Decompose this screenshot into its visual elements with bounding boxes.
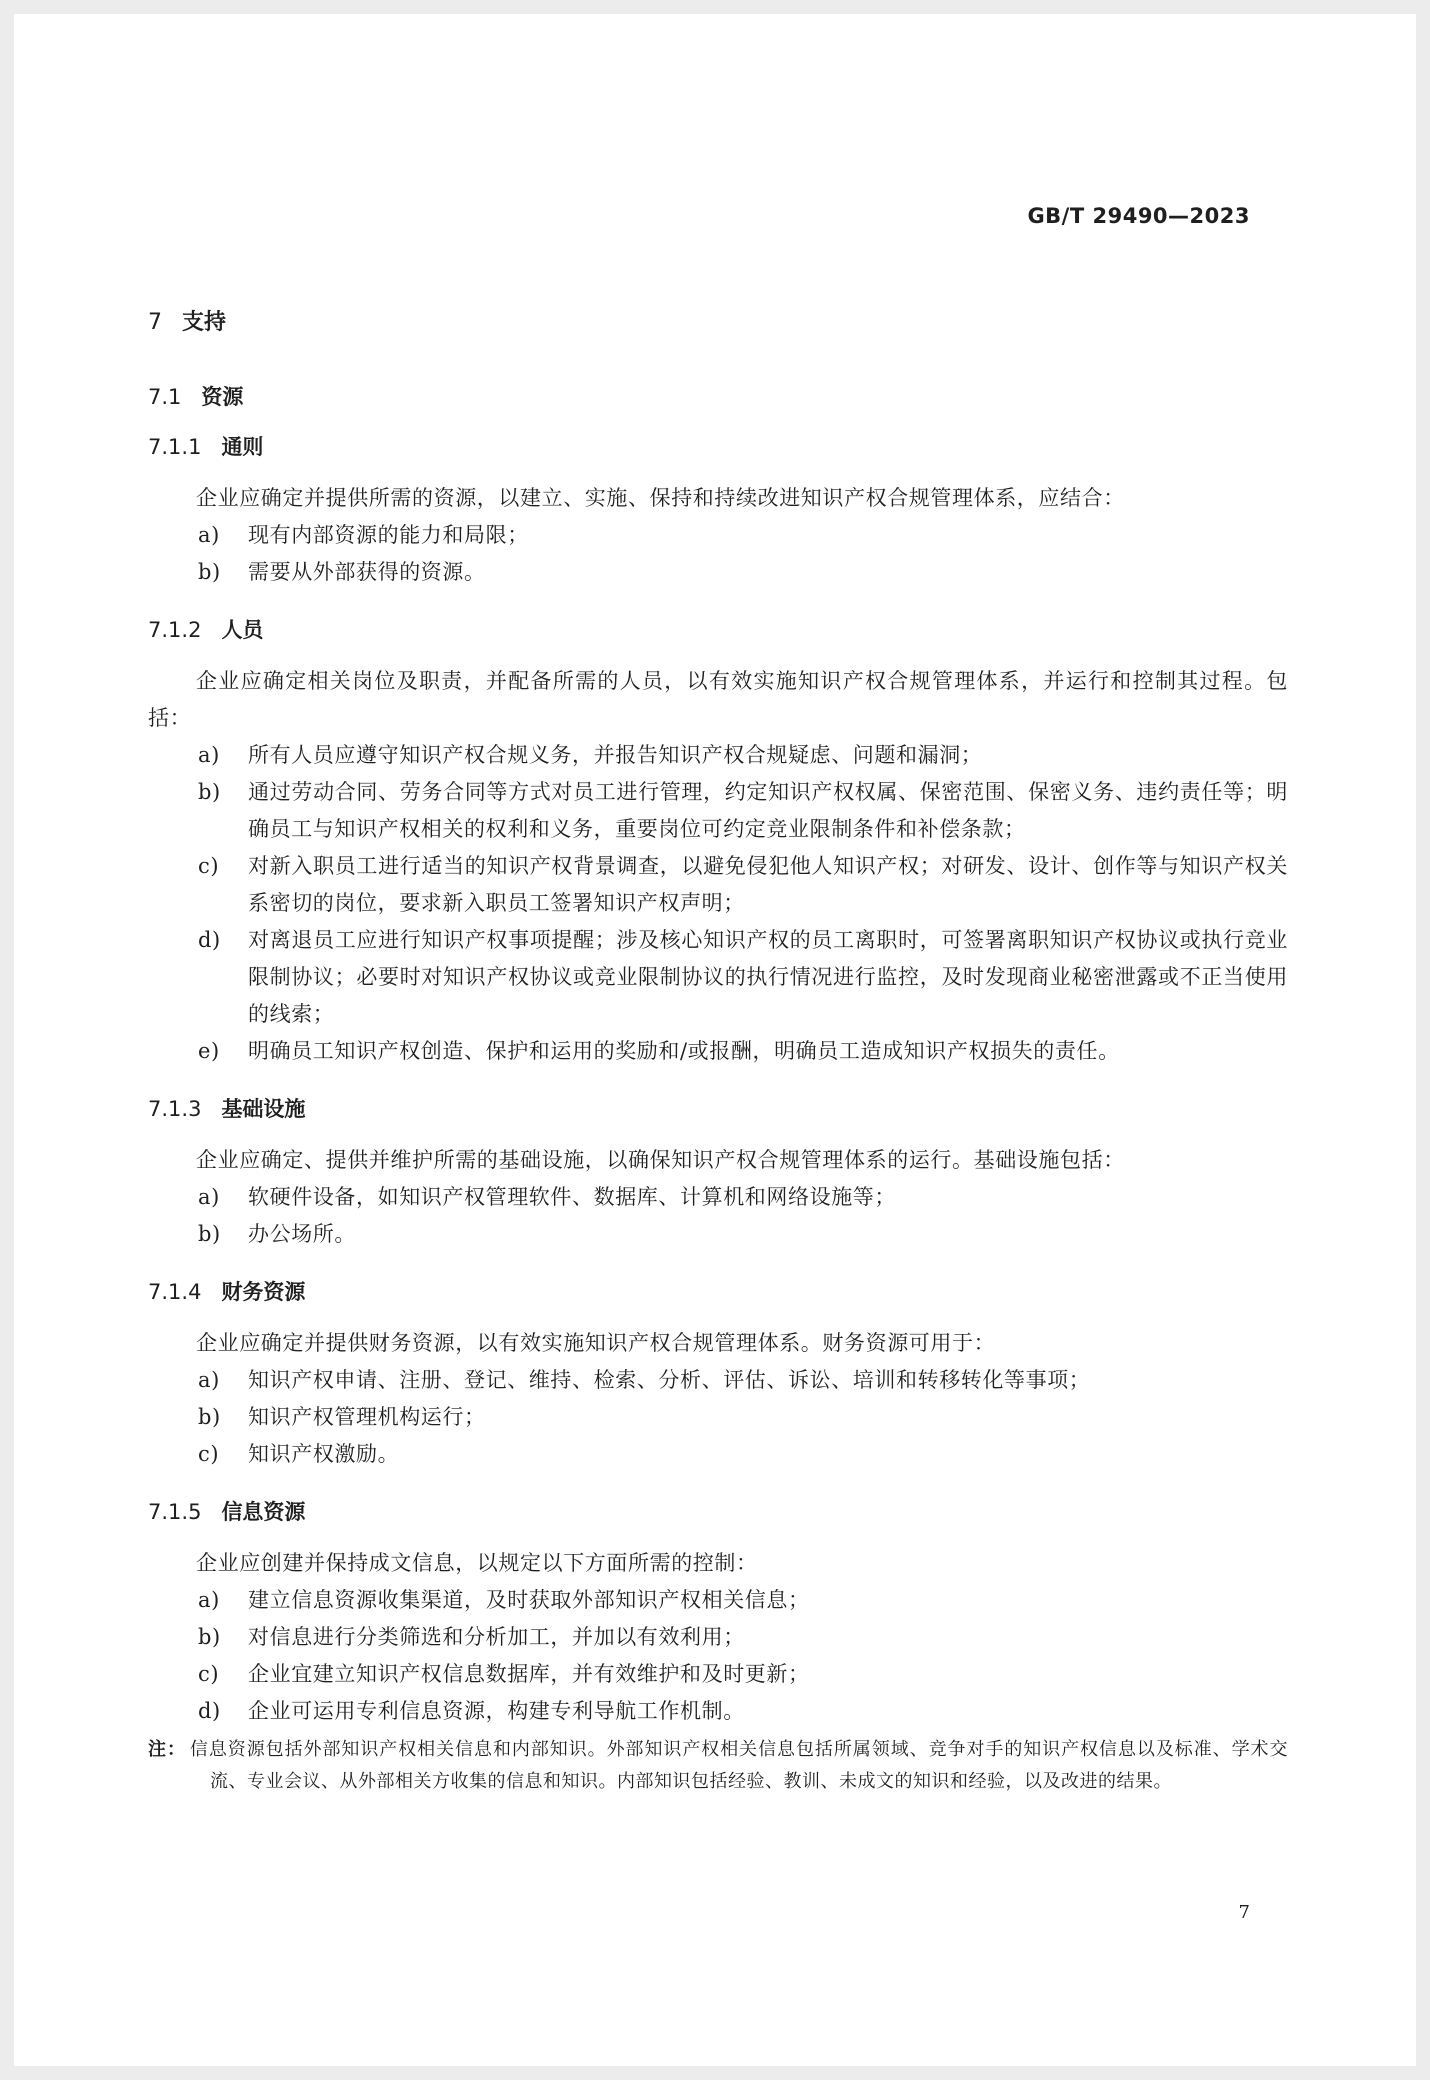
clause-number: 7.1.2 xyxy=(148,618,202,642)
clause-heading xyxy=(148,1092,1288,1126)
item-text: 企业可运用专利信息资源，构建专利导航工作机制。 xyxy=(248,1699,745,1723)
item-text: 通过劳动合同、劳务合同等方式对员工进行管理，约定知识产权权属、保密范围、保密义务、违约责任等；明确员工与知识产权相关的权利和义务，重要岗位可约定竞业限制条件和补偿条款； xyxy=(248,780,1288,841)
item-label: a) xyxy=(198,1368,220,1392)
item-label: a) xyxy=(198,1588,220,1612)
clause-title: 通则 xyxy=(221,435,264,459)
document-page xyxy=(14,14,1416,2066)
list-item xyxy=(148,1033,1288,1070)
clause-7-1-3 xyxy=(148,1092,1288,1253)
item-text: 对离退员工应进行知识产权事项提醒；涉及核心知识产权的员工离职时，可签署离职知识产权协议或执行竞业限制协议；必要时对知识产权协议或竞业限制协议的执行情况进行监控，及时发现商业秘密泄露或不正当使用的线索； xyxy=(248,928,1288,1026)
list-item xyxy=(148,1656,1288,1693)
subsection-number: 7.1 xyxy=(148,385,182,409)
item-text: 对新入职员工进行适当的知识产权背景调查，以避免侵犯他人知识产权；对研发、设计、创作等与知识产权关系密切的岗位，要求新入职员工签署知识产权声明； xyxy=(248,854,1288,915)
item-text: 建立信息资源收集渠道，及时获取外部知识产权相关信息； xyxy=(248,1588,810,1612)
item-label: a) xyxy=(198,743,220,767)
list-item xyxy=(148,1179,1288,1216)
clause-intro: 企业应确定并提供财务资源，以有效实施知识产权合规管理体系。财务资源可用于： xyxy=(196,1331,996,1355)
list-item xyxy=(148,922,1288,1033)
item-label: c) xyxy=(198,1662,220,1686)
section-heading xyxy=(148,306,1288,340)
list-item xyxy=(148,1582,1288,1619)
list-item xyxy=(148,774,1288,848)
item-text: 明确员工知识产权创造、保护和运用的奖励和/或报酬，明确员工造成知识产权损失的责任。 xyxy=(248,1039,1120,1063)
list-item xyxy=(148,517,1288,554)
item-label: c) xyxy=(198,854,220,878)
document-body xyxy=(148,306,1288,1820)
item-label: c) xyxy=(198,1442,220,1466)
subsection-heading xyxy=(148,380,1288,414)
note xyxy=(148,1734,1288,1798)
clause-heading xyxy=(148,1495,1288,1529)
clause-intro: 企业应确定并提供所需的资源，以建立、实施、保持和持续改进知识产权合规管理体系，应结合： xyxy=(196,486,1125,510)
item-label: a) xyxy=(198,523,220,547)
clause-intro: 企业应确定、提供并维护所需的基础设施，以确保知识产权合规管理体系的运行。基础设施包括： xyxy=(196,1148,1125,1172)
list-item xyxy=(148,1436,1288,1473)
clause-title: 基础设施 xyxy=(221,1097,306,1121)
clause-number: 7.1.5 xyxy=(148,1500,202,1524)
list-item xyxy=(148,737,1288,774)
item-label: b) xyxy=(198,1222,221,1246)
item-label: b) xyxy=(198,560,221,584)
subsection-title: 资源 xyxy=(201,385,244,409)
item-text: 知识产权申请、注册、登记、维持、检索、分析、评估、诉讼、培训和转移转化等事项； xyxy=(248,1368,1091,1392)
standard-code: GB/T 29490—2023 xyxy=(1027,204,1250,228)
item-text: 对信息进行分类筛选和分析加工，并加以有效利用； xyxy=(248,1625,745,1649)
item-label: b) xyxy=(198,1405,221,1429)
clause-title: 人员 xyxy=(221,618,264,642)
section-title: 支持 xyxy=(182,310,227,335)
clause-7-1-4 xyxy=(148,1275,1288,1473)
list-item xyxy=(148,1216,1288,1253)
clause-intro: 企业应创建并保持成文信息，以规定以下方面所需的控制： xyxy=(196,1551,758,1575)
clause-number: 7.1.3 xyxy=(148,1097,202,1121)
note-label: 注： xyxy=(148,1739,186,1760)
item-label: d) xyxy=(198,1699,221,1723)
item-label: a) xyxy=(198,1185,220,1209)
list-item xyxy=(148,848,1288,922)
clause-7-1-5 xyxy=(148,1495,1288,1798)
item-text: 需要从外部获得的资源。 xyxy=(248,560,486,584)
clause-heading xyxy=(148,613,1288,647)
clause-intro: 企业应确定相关岗位及职责，并配备所需的人员，以有效实施知识产权合规管理体系，并运行和控制其过程。包括： xyxy=(148,669,1288,730)
note-text: 信息资源包括外部知识产权相关信息和内部知识。外部知识产权相关信息包括所属领域、竞争对手的知识产权信息以及标准、学术交流、专业会议、从外部相关方收集的信息和知识。内部知识包括经验、教训、未成文的知识和经验，以及改进的结果。 xyxy=(189,1739,1289,1792)
list-item xyxy=(148,1619,1288,1656)
item-label: b) xyxy=(198,1625,221,1649)
item-text: 企业宜建立知识产权信息数据库，并有效维护和及时更新； xyxy=(248,1662,810,1686)
item-text: 现有内部资源的能力和局限； xyxy=(248,523,529,547)
item-text: 知识产权管理机构运行； xyxy=(248,1405,486,1429)
clause-title: 信息资源 xyxy=(221,1500,306,1524)
section-number: 7 xyxy=(148,310,162,335)
item-label: d) xyxy=(198,928,221,952)
clause-number: 7.1.4 xyxy=(148,1280,202,1304)
list-item xyxy=(148,554,1288,591)
clause-heading xyxy=(148,1275,1288,1309)
clause-heading xyxy=(148,430,1288,464)
clause-7-1-1 xyxy=(148,430,1288,591)
clause-number: 7.1.1 xyxy=(148,435,202,459)
item-text: 办公场所。 xyxy=(248,1222,356,1246)
item-label: e) xyxy=(198,1039,220,1063)
clause-title: 财务资源 xyxy=(221,1280,306,1304)
list-item xyxy=(148,1362,1288,1399)
item-text: 软硬件设备，如知识产权管理软件、数据库、计算机和网络设施等； xyxy=(248,1185,896,1209)
item-label: b) xyxy=(198,780,221,804)
list-item xyxy=(148,1399,1288,1436)
item-text: 知识产权激励。 xyxy=(248,1442,400,1466)
clause-7-1-2 xyxy=(148,613,1288,1070)
list-item xyxy=(148,1693,1288,1730)
item-text: 所有人员应遵守知识产权合规义务，并报告知识产权合规疑虑、问题和漏洞； xyxy=(248,743,983,767)
page-number: 7 xyxy=(1238,1902,1250,1923)
